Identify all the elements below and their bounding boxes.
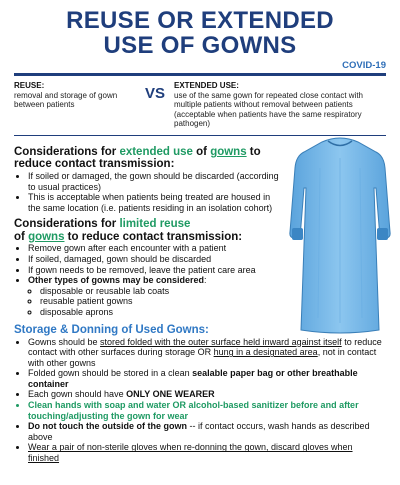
list-item: • Other types of gowns may be considered: ◦ disposable or reusable lab coats ◦ reusable patient gowns ◦ disposable aprons xyxy=(28,275,294,317)
other-types-label: Other types of gowns may be considered xyxy=(28,275,205,286)
vs-label: VS xyxy=(144,85,165,102)
list-item: ◦ reusable patient gowns xyxy=(40,296,294,307)
extended-use-definition xyxy=(174,81,386,129)
covid-tag: COVID-19 xyxy=(342,60,386,71)
title-line-1: REUSE OR EXTENDED xyxy=(66,7,334,34)
reuse-term: REUSE: xyxy=(14,81,45,90)
title-line-2: USE OF GOWNS xyxy=(103,32,297,59)
extended-use-section xyxy=(14,146,284,213)
storage-heading: Storage & Donning of Used Gowns: xyxy=(14,323,209,336)
list-item: • If soiled, damaged, gown should be discarded xyxy=(28,254,294,265)
list-item: ◦ disposable aprons xyxy=(40,307,294,318)
list-item: • If gown needs to be removed, leave the patient care area xyxy=(28,265,294,276)
isolation-gown-icon xyxy=(284,128,396,338)
list-item: • Do not touch the outside of the gown -- if contact occurs, wash hands as described above xyxy=(28,421,386,442)
storage-section xyxy=(14,324,386,464)
other-types-list xyxy=(28,286,294,318)
definitions-row xyxy=(14,81,386,129)
reuse-definition xyxy=(14,81,136,110)
page-title xyxy=(14,0,386,58)
list-item: • Clean hands with soap and water OR alcohol-based sanitizer before and after touching/adjusting the gown for wear xyxy=(28,400,386,421)
list-item: • Each gown should have ONLY ONE WEARER xyxy=(28,389,386,400)
storage-list xyxy=(14,337,386,464)
list-item: • Gowns should be stored folded with the outer surface held inward against itself to reduce contact with other surfaces during storage OR hung in a designated area, not in contact with other gowns xyxy=(28,337,386,369)
extended-use-list xyxy=(14,171,284,213)
extended-term: EXTENDED USE: xyxy=(174,81,239,90)
list-item: • This is acceptable when patients being treated are housed in the same location (i.e. patients residing in an isolation cohort) xyxy=(28,192,284,213)
list-item: • Wear a pair of non-sterile gloves when re-donning the gown, discard gloves when finished xyxy=(28,442,386,463)
limited-reuse-list xyxy=(14,243,294,317)
extended-text: use of the same gown for repeated close contact with multiple patients without removal between patients xyxy=(174,90,363,110)
extended-note: (acceptable when patients have the same respiratory pathogen) xyxy=(174,109,362,129)
list-item: • Folded gown should be stored in a clean sealable paper bag or other breathable container xyxy=(28,368,386,389)
header-divider xyxy=(14,73,386,76)
reuse-text: removal and storage of gown between patients xyxy=(14,90,118,110)
list-item: • If soiled or damaged, the gown should be discarded (according to usual practices) xyxy=(28,171,284,192)
list-item: • Remove gown after each encounter with a patient xyxy=(28,243,294,254)
list-item: ◦ disposable or reusable lab coats xyxy=(40,286,294,297)
extended-use-heading: Considerations for extended use of gowns to reduce contact transmission: xyxy=(14,145,261,171)
limited-reuse-heading: Considerations for limited reuse of gowns to reduce contact transmission: xyxy=(14,218,243,243)
limited-reuse-section xyxy=(14,218,294,317)
